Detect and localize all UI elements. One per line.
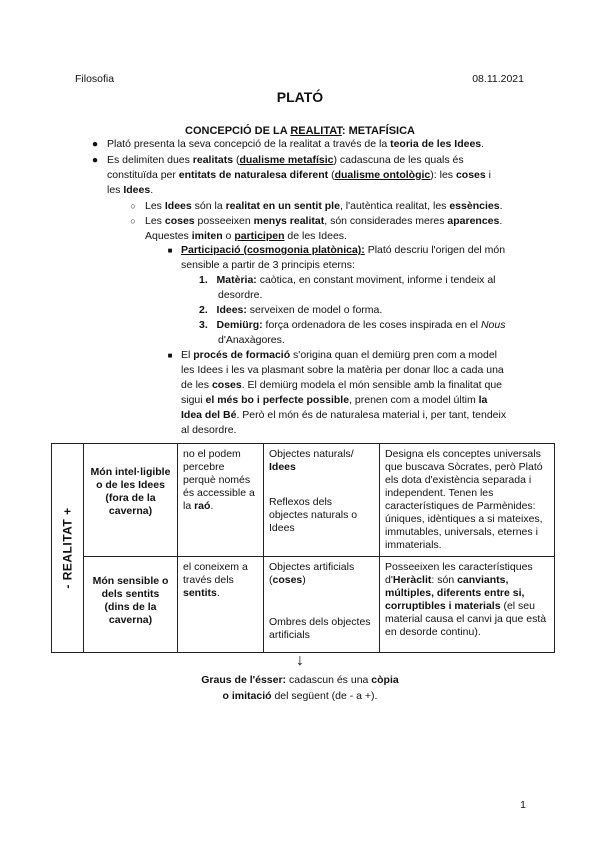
circle-bullet-icon: ○	[130, 201, 136, 211]
cell-mon-sensible: Món sensible o dels sentits (dins de la caverna)	[84, 557, 178, 653]
bullet-1: Plató presenta la seva concepció de la realitat a través de la teoria de les Idees.	[107, 138, 485, 150]
cell-intelligible-knowledge: no el podem percebre perquè només és accessible a la raó.	[178, 444, 264, 557]
bullet-2-line-1: Es delimiten dues realitats (dualisme metafísic) cadascuna de les quals és	[107, 154, 464, 166]
bullet-2-line-3: les Idees.	[107, 184, 154, 196]
reality-table	[51, 443, 555, 653]
cell-intelligible-description: Designa els conceptes universals que buscava Sòcrates, però Plató els dota d'existència separada i independent. Tenen les característiques de Parmènides: úniques, idèntiques a si mateixes, immutables, universals, eternes i immaterials.	[380, 444, 555, 557]
formacio-line-3: de les coses. El demiürg modela el món sensible amb la finalitat que	[181, 379, 503, 391]
circle-bullet-icon: ○	[130, 216, 136, 226]
sub-bullet-1: Les Idees són la realitat en un sentit ple, l'autèntica realitat, les essències.	[145, 200, 503, 212]
formacio-line-6: al desordre.	[181, 424, 237, 436]
formacio-line-2: les Idees i les va plasmant sobre la matèria per donar lloc a cada una	[181, 364, 504, 376]
bullet-dot-icon: ●	[91, 138, 99, 150]
bullet-2-line-2: constituïda per entitats de naturalesa diferent (dualisme ontològic): les coses i	[107, 169, 491, 181]
formacio-line-4: sigui el més bo i perfecte possible, prenen com a model últim la	[181, 394, 488, 406]
numbered-item-1-cont: desordre.	[218, 289, 263, 301]
down-arrow-icon: ↓	[296, 652, 304, 669]
sub-bullet-2-line-1: Les coses posseeixen menys realitat, són considerades meres aparences.	[145, 215, 503, 227]
table-row	[52, 557, 555, 653]
table-row	[52, 444, 555, 557]
numbered-item-3-cont: d'Anaxàgores.	[218, 334, 285, 346]
cell-mon-intelligible: Món intel·ligible o de les Idees (fora de la caverna)	[84, 444, 178, 557]
header-date: 08.11.2021	[472, 73, 524, 85]
square-bullet-icon: ■	[167, 246, 173, 255]
numbered-item-3: 3. Demiürg: força ordenadora de les coses inspirada en el Nous	[199, 319, 506, 331]
numbered-item-1: 1. Matèria: caòtica, en constant moviment, informe i tendeix al	[199, 274, 496, 286]
bullet-dot-icon: ●	[91, 154, 99, 166]
reality-axis-cell	[52, 444, 84, 653]
header-subject: Filosofia	[75, 73, 115, 85]
participacio-line-1: Participació (cosmogonia platònica): Plató descriu l'origen del món	[181, 244, 506, 256]
cell-intelligible-objects: Objectes naturals/ Idees Reflexos dels objectes naturals o Idees	[264, 444, 380, 557]
numbered-item-2: 2. Idees: serveixen de model o forma.	[199, 304, 383, 316]
page-title: PLATÓ	[276, 89, 324, 105]
sub-bullet-2-line-2: Aquestes imiten o participen de les Idees.	[145, 230, 347, 242]
cell-sensible-knowledge: el coneixem a través dels sentits.	[178, 557, 264, 653]
reality-axis-label: - REALITAT +	[60, 507, 74, 589]
cell-sensible-objects: Objectes artificials (coses) Ombres dels objectes artificials	[264, 557, 380, 653]
square-bullet-icon: ■	[167, 351, 173, 360]
formacio-line-5: Idea del Bé. Però el món és de naturalesa material i, per tant, tendeix	[181, 409, 507, 421]
graus-caption: Graus de l'ésser: cadascun és una còpia o imitació del següent (de - a +).	[201, 674, 399, 702]
formacio-line-1: El procés de formació s'origina quan el demiürg pren com a model	[181, 349, 498, 361]
page-number: 1	[520, 799, 526, 811]
participacio-line-2: sensible a partir de 3 principis eterns:	[181, 259, 355, 271]
section-subtitle: CONCEPCIÓ DE LA REALITAT: METAFÍSICA	[185, 125, 415, 137]
cell-sensible-description: Posseeixen les característiques d'Heràclit: són canviants, múltiples, diferents entre si, corruptibles i materials (el seu material causa el canvi ja que està en desorde continu).	[380, 557, 555, 653]
